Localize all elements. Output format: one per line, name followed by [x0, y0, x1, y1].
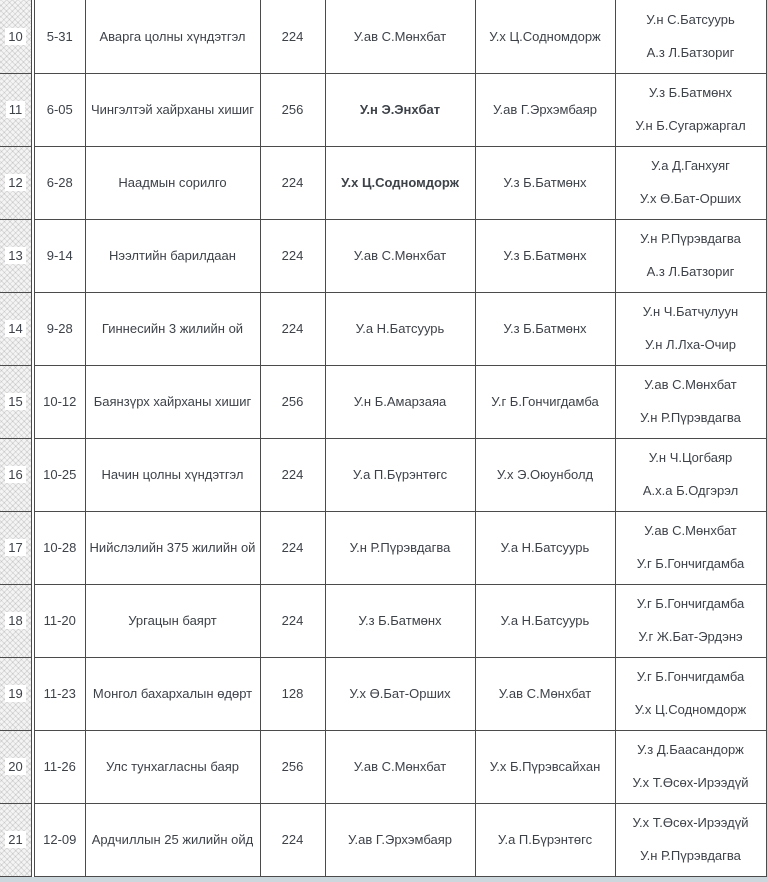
date-cell: 10-25 [33, 438, 85, 511]
row-number: 10 [5, 28, 25, 45]
count-cell: 224 [260, 292, 325, 365]
official-1-cell: У.ав Г.Эрхэмбаяр [325, 803, 475, 876]
date-cell: 10-12 [33, 365, 85, 438]
officials-pair-cell [615, 657, 766, 730]
official-1-cell: У.н Б.Амарзаяа [325, 365, 475, 438]
officials-pair-line2: У.н Б.Сугаржаргал [635, 118, 746, 133]
official-2-cell: У.ав С.Мөнхбат [475, 657, 615, 730]
table-row [0, 292, 766, 365]
row-number-cell [0, 365, 33, 438]
officials-pair-line2: У.н Р.Пүрэвдагва [640, 848, 741, 863]
officials-pair-line2: А.з Л.Батзориг [646, 44, 735, 60]
official-1-cell: У.х Ө.Бат-Орших [325, 657, 475, 730]
official-2-cell: У.а Н.Батсуурь [475, 584, 615, 657]
officials-pair-cell [615, 438, 766, 511]
date-cell: 9-14 [33, 219, 85, 292]
event-name-cell: Аварга цолны хүндэтгэл [85, 0, 260, 73]
officials-pair-line2: У.х Ц.Содномдорж [634, 702, 747, 717]
date-cell: 9-28 [33, 292, 85, 365]
event-name-cell: Наадмын сорилго [85, 146, 260, 219]
officials-pair-line2: У.н Р.Пүрэвдагва [640, 410, 741, 425]
row-number: 18 [5, 612, 25, 629]
officials-pair-cell [615, 365, 766, 438]
officials-pair-cell [615, 803, 766, 876]
count-cell: 224 [260, 803, 325, 876]
official-2-cell: У.х Э.Оюунболд [475, 438, 615, 511]
count-cell: 224 [260, 511, 325, 584]
official-1-cell: У.х Ц.Содномдорж [325, 146, 475, 219]
official-1-cell: У.ав С.Мөнхбат [325, 0, 475, 73]
row-number-cell [0, 292, 33, 365]
officials-pair-line1: У.н Р.Пүрэвдагва [640, 231, 741, 247]
officials-pair-line1: У.ав С.Мөнхбат [644, 377, 737, 393]
table-row [0, 803, 766, 876]
officials-pair-line1: У.х Т.Өсөх-Ирээдүй [632, 815, 749, 831]
officials-pair-cell [615, 219, 766, 292]
table-row [0, 730, 766, 803]
officials-pair-cell [615, 292, 766, 365]
count-cell: 224 [260, 438, 325, 511]
table-row [0, 657, 766, 730]
official-2-cell: У.з Б.Батмөнх [475, 292, 615, 365]
row-number-cell [0, 511, 33, 584]
date-cell: 6-05 [33, 73, 85, 146]
official-2-cell: У.а П.Бүрэнтөгс [475, 803, 615, 876]
officials-pair-line2: А.з Л.Батзориг [646, 264, 735, 279]
row-number: 11 [6, 101, 26, 118]
officials-pair-line1: У.з Б.Батмөнх [648, 85, 733, 101]
event-name-cell: Начин цолны хүндэтгэл [85, 438, 260, 511]
row-number-cell [0, 0, 33, 73]
row-number-cell [0, 657, 33, 730]
count-cell: 256 [260, 365, 325, 438]
count-cell: 224 [260, 584, 325, 657]
officials-pair-line1: У.а Д.Ганхуяг [651, 158, 730, 174]
officials-pair-line2: У.г Ж.Бат-Эрдэнэ [638, 629, 743, 644]
count-cell: 128 [260, 657, 325, 730]
count-cell: 224 [260, 0, 325, 73]
count-cell: 224 [260, 146, 325, 219]
date-cell: 10-28 [33, 511, 85, 584]
event-name-cell: Чингэлтэй хайрханы хишиг [85, 73, 260, 146]
officials-pair-line2: А.х.а Б.Одгэрэл [642, 483, 739, 498]
officials-pair-cell [615, 584, 766, 657]
official-1-cell: У.а Н.Батсуурь [325, 292, 475, 365]
table-row [0, 146, 766, 219]
officials-pair-line1: У.ав С.Мөнхбат [644, 523, 737, 539]
officials-pair-line1: У.н Ч.Цогбаяр [648, 450, 733, 466]
table-row [0, 365, 766, 438]
event-name-cell: Улс тунхагласны баяр [85, 730, 260, 803]
count-cell: 256 [260, 730, 325, 803]
officials-pair-line2: У.х Ө.Бат-Орших [639, 191, 742, 206]
official-1-cell: У.ав С.Мөнхбат [325, 219, 475, 292]
officials-pair-cell [615, 730, 766, 803]
bottom-strip [0, 877, 767, 882]
official-2-cell: У.х Ц.Содномдорж [475, 0, 615, 73]
official-2-cell: У.а Н.Батсуурь [475, 511, 615, 584]
count-cell: 224 [260, 219, 325, 292]
officials-pair-cell [615, 0, 766, 73]
date-cell: 11-20 [33, 584, 85, 657]
event-name-cell: Нээлтийн барилдаан [85, 219, 260, 292]
row-number: 20 [5, 758, 25, 775]
official-1-cell: У.ав С.Мөнхбат [325, 730, 475, 803]
table-row [0, 0, 766, 73]
row-number-cell [0, 584, 33, 657]
row-number-cell [0, 730, 33, 803]
officials-pair-line1: У.з Д.Баасандорж [637, 742, 744, 758]
row-number: 21 [5, 831, 25, 848]
date-cell: 6-28 [33, 146, 85, 219]
official-2-cell: У.г Б.Гончигдамба [475, 365, 615, 438]
officials-pair-line1: У.н С.Батсуурь [646, 12, 735, 28]
official-1-cell: У.а П.Бүрэнтөгс [325, 438, 475, 511]
official-2-cell: У.з Б.Батмөнх [475, 146, 615, 219]
official-1-cell: У.н Р.Пүрэвдагва [325, 511, 475, 584]
row-number-cell [0, 73, 33, 146]
official-2-cell: У.х Б.Пүрэвсайхан [475, 730, 615, 803]
officials-pair-cell [615, 511, 766, 584]
row-number: 15 [5, 393, 25, 410]
row-number-cell [0, 438, 33, 511]
official-2-cell: У.з Б.Батмөнх [475, 219, 615, 292]
officials-pair-line2: У.х Т.Өсөх-Ирээдүй [632, 775, 749, 790]
row-number: 19 [5, 685, 25, 702]
date-cell: 12-09 [33, 803, 85, 876]
table-row [0, 584, 766, 657]
table-row [0, 511, 766, 584]
row-number: 13 [5, 247, 25, 264]
event-name-cell: Гиннесийн 3 жилийн ой [85, 292, 260, 365]
event-name-cell: Ургацын баярт [85, 584, 260, 657]
official-1-cell: У.н Э.Энхбат [325, 73, 475, 146]
row-number: 17 [5, 539, 25, 556]
event-name-cell: Нийслэлийн 375 жилийн ой [85, 511, 260, 584]
official-2-cell: У.ав Г.Эрхэмбаяр [475, 73, 615, 146]
date-cell: 5-31 [33, 0, 85, 73]
table-row [0, 73, 766, 146]
event-name-cell: Баянзүрх хайрханы хишиг [85, 365, 260, 438]
table-row [0, 219, 766, 292]
event-name-cell: Монгол бахархалын өдөрт [85, 657, 260, 730]
date-cell: 11-23 [33, 657, 85, 730]
row-number-cell [0, 803, 33, 876]
table-row [0, 438, 766, 511]
date-cell: 11-26 [33, 730, 85, 803]
row-number: 12 [5, 174, 25, 191]
official-1-cell: У.з Б.Батмөнх [325, 584, 475, 657]
row-number-cell [0, 219, 33, 292]
officials-pair-line2: У.н Л.Лха-Очир [645, 337, 736, 352]
row-number: 16 [5, 466, 25, 483]
officials-pair-line1: У.н Ч.Батчулуун [642, 304, 739, 320]
row-number-cell [0, 146, 33, 219]
event-name-cell: Ардчиллын 25 жилийн ойд [85, 803, 260, 876]
officials-pair-line2: У.г Б.Гончигдамба [636, 556, 745, 571]
officials-pair-cell [615, 73, 766, 146]
officials-pair-line1: У.г Б.Гончигдамба [636, 596, 745, 612]
count-cell: 256 [260, 73, 325, 146]
officials-pair-line1: У.г Б.Гончигдамба [636, 669, 745, 685]
officials-pair-cell [615, 146, 766, 219]
row-number: 14 [5, 320, 25, 337]
